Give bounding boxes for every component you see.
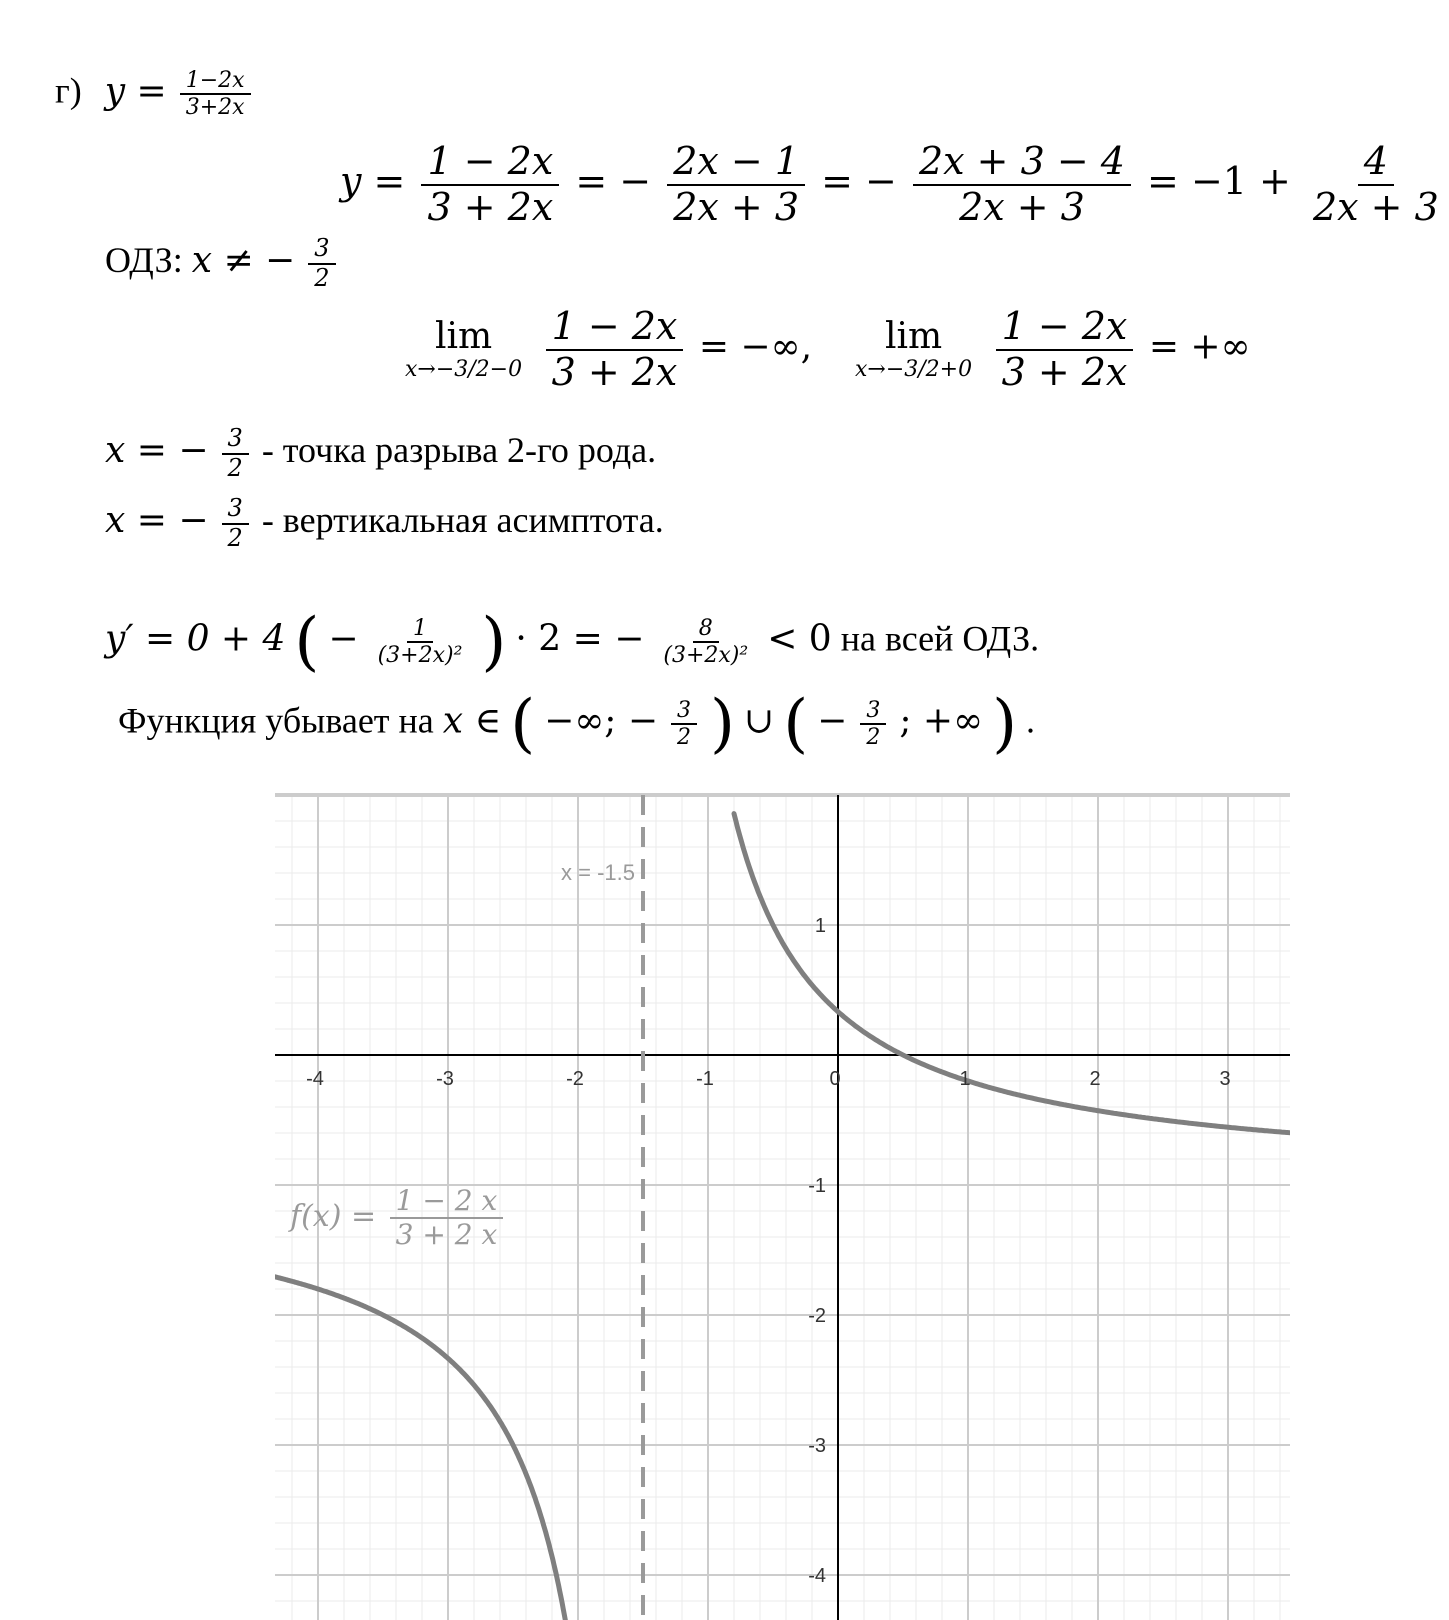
- x-tick-label: -4: [306, 1068, 324, 1090]
- odz-prefix: ОДЗ:: [105, 239, 183, 280]
- transform-f2-num: 2x − 1: [667, 140, 805, 186]
- func-den: 3+2x: [185, 95, 245, 121]
- x-tick-label: 1: [959, 1068, 971, 1090]
- function-label-den: 3 + 2 x: [395, 1218, 498, 1252]
- limit-left-den: 3 + 2x: [551, 349, 678, 394]
- limit-right-word: lim: [884, 316, 943, 358]
- discontinuity-text: - точка разрыва 2-го рода.: [261, 429, 657, 470]
- interval2-left: −: [817, 700, 848, 742]
- function-label-fraction: [390, 1185, 504, 1251]
- function-label: [290, 1185, 507, 1251]
- odz-num: 3: [308, 235, 335, 265]
- discontinuity-den: 2: [227, 453, 243, 482]
- asymptote-expr: x = −: [105, 499, 209, 541]
- interval2-right: ; +∞: [899, 700, 984, 742]
- limit-right-den: 3 + 2x: [1001, 349, 1128, 394]
- y-tick-label: 1: [814, 915, 826, 937]
- transform-f1-den: 3 + 2x: [427, 184, 554, 229]
- interval2-close: ): [992, 687, 1018, 761]
- interval1-close: ): [710, 687, 736, 761]
- derivative-f2-num: 8: [693, 616, 719, 643]
- transform-f4-den: 2x + 3: [1313, 184, 1439, 229]
- asymptote-group: [561, 795, 643, 1620]
- derivative-lhs: y′ = 0 + 4: [105, 618, 286, 660]
- x-tick-label: 2: [1089, 1068, 1101, 1090]
- curve-right-branch: [734, 814, 1293, 1133]
- asymptote-den: 2: [227, 523, 243, 552]
- y-tick-label: -4: [808, 1565, 826, 1587]
- interval1-den: 2: [677, 725, 692, 750]
- x-tick-label: -2: [566, 1068, 584, 1090]
- asymptote-num: 3: [222, 495, 249, 525]
- derivative-f1-num: 1: [407, 616, 433, 643]
- x-tick-label: 0: [829, 1068, 841, 1090]
- interval2-den: 2: [866, 725, 881, 750]
- limit-right-result: = +∞: [1148, 326, 1251, 368]
- interval1-open: (: [510, 687, 536, 761]
- limit-left-result: = −∞,: [698, 326, 813, 368]
- monotonic-end: .: [1026, 700, 1036, 741]
- discontinuity-expr: x = −: [105, 429, 209, 471]
- odz-expr: x ≠ −: [191, 239, 296, 281]
- y-tick-label: -1: [808, 1175, 826, 1197]
- problem-label: г): [55, 70, 82, 111]
- func-num: 1−2x: [180, 68, 251, 95]
- interval1-num: 3: [671, 698, 697, 725]
- monotonic-text: Функция убывает на: [118, 700, 434, 741]
- func-lhs: y =: [104, 70, 167, 112]
- function-label-lhs: f(x) =: [290, 1199, 377, 1235]
- limit-right-num: 1 − 2x: [996, 305, 1134, 351]
- interval2-num: 3: [860, 698, 886, 725]
- transform-f1-num: 1 − 2x: [421, 140, 559, 186]
- transform-eq2: = −: [821, 159, 897, 204]
- transform-f2-den: 2x + 3: [673, 184, 800, 229]
- discontinuity-num: 3: [222, 425, 249, 455]
- transform-eq3: = −1 +: [1147, 159, 1291, 204]
- derivative-mid: · 2 = −: [515, 618, 645, 660]
- transform-f3-den: 2x + 3: [959, 184, 1085, 229]
- derivative-f2-den: (3+2x)²: [663, 643, 749, 668]
- union-symbol: ∪: [744, 700, 775, 742]
- derivative-rel: < 0: [767, 618, 832, 660]
- x-tick-label: -1: [696, 1068, 714, 1090]
- asymptote-label: x = -1.5: [561, 860, 635, 885]
- y-tick-label: -2: [808, 1305, 826, 1327]
- monotonic-expr: x ∈: [442, 700, 502, 742]
- transform-f3-num: 2x + 3 − 4: [913, 140, 1131, 186]
- interval2-open: (: [783, 687, 809, 761]
- transform-f4-num: 4: [1358, 140, 1394, 186]
- interval1-left: −∞; −: [544, 700, 659, 742]
- limit-right-sub: x→−3/2+0: [855, 356, 973, 382]
- x-tick-label: 3: [1219, 1068, 1231, 1090]
- derivative-inner-minus: −: [328, 618, 359, 660]
- x-tick-label: -3: [436, 1068, 454, 1090]
- derivative-text: на всей ОДЗ.: [840, 618, 1040, 659]
- transform-eq1: = −: [575, 159, 652, 204]
- transform-lhs: y =: [340, 159, 406, 204]
- odz-den: 2: [314, 263, 330, 292]
- limit-left-num: 1 − 2x: [546, 305, 684, 351]
- function-label-num: 1 − 2 x: [390, 1185, 504, 1219]
- y-tick-label: -3: [808, 1435, 826, 1457]
- limit-left-word: lim: [434, 316, 493, 358]
- derivative-f1-den: (3+2x)²: [377, 643, 463, 668]
- limit-left-sub: x→−3/2−0: [405, 356, 523, 382]
- derivative-paren-open: (: [294, 605, 320, 679]
- derivative-paren-close: ): [481, 605, 507, 679]
- asymptote-text: - вертикальная асимптота.: [261, 499, 664, 540]
